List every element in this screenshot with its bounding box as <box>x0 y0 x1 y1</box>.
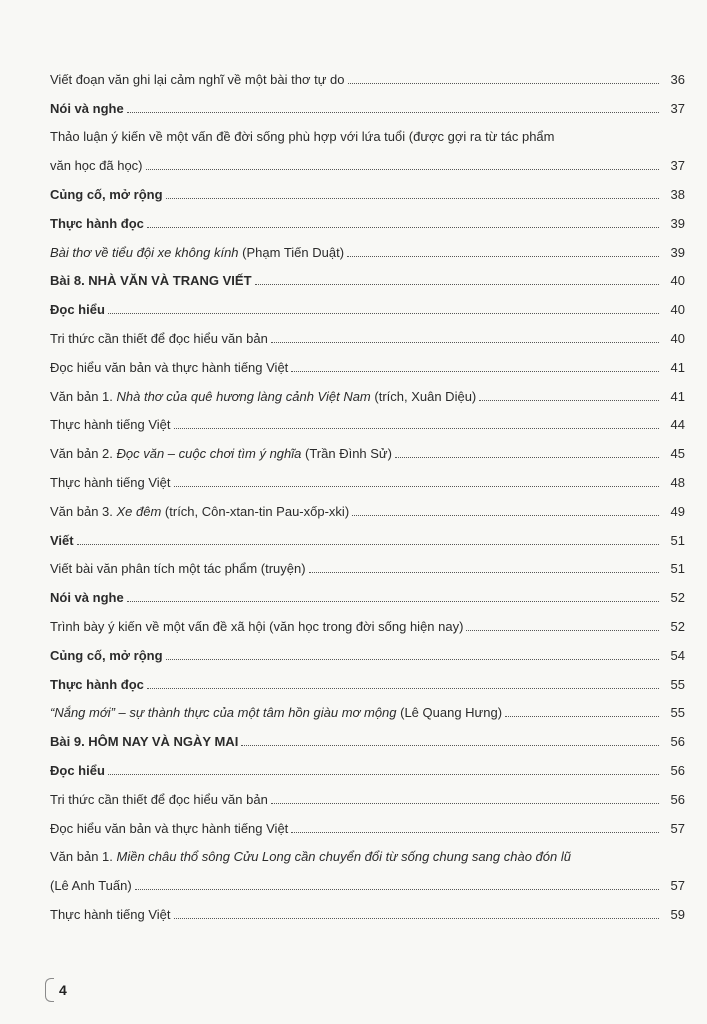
toc-entry-title <box>50 648 166 664</box>
toc-entry-text: Thực hành tiếng Việt <box>50 474 171 490</box>
toc-entry-text: Nói và nghe <box>50 590 124 606</box>
dot-leader <box>108 313 659 314</box>
toc-page-number: 59 <box>670 906 685 922</box>
dot-leader <box>77 544 659 545</box>
toc-entry <box>50 235 685 264</box>
dot-leader <box>479 400 659 401</box>
toc-entry-title <box>50 734 241 750</box>
toc-entry <box>50 292 685 321</box>
toc-entry-text: Tri thức cần thiết để đọc hiểu văn bản <box>50 791 268 807</box>
toc-entry-title <box>50 561 309 577</box>
toc-page-number: 40 <box>670 273 685 289</box>
toc-entry-title <box>50 763 108 779</box>
toc-entry <box>50 350 685 379</box>
toc-entry-title <box>50 302 108 318</box>
toc-entry-text: Tri thức cần thiết để đọc hiểu văn bản <box>50 330 268 346</box>
toc-page-number: 45 <box>670 446 685 462</box>
toc-entry-title <box>50 533 77 549</box>
toc-entry-text: (trích, Côn-xtan-tin Pau-xốp-xki) <box>161 503 350 519</box>
toc-entry <box>50 62 685 91</box>
toc-entry-title <box>50 849 574 865</box>
toc-entry-text: Trình bày ý kiến về một vấn đề xã hội (văn học trong đời sống hiện nay) <box>50 618 464 634</box>
toc-entry <box>50 206 685 235</box>
table-of-contents <box>50 62 685 926</box>
toc-page-number: 56 <box>670 791 685 807</box>
toc-entry-title <box>50 101 127 117</box>
toc-entry-text: văn học đã học) <box>50 158 143 174</box>
toc-entry-title <box>50 619 466 635</box>
toc-page-number: 57 <box>670 878 685 894</box>
toc-entry <box>50 667 685 696</box>
toc-entry-text: Đọc hiểu <box>50 302 105 318</box>
toc-entry-text: Củng cố, mở rộng <box>50 647 163 663</box>
toc-page-number: 52 <box>670 590 685 606</box>
dot-leader <box>146 169 659 170</box>
toc-entry <box>50 379 685 408</box>
dot-leader <box>127 601 659 602</box>
toc-entry-title <box>50 129 557 145</box>
dot-leader <box>395 457 659 458</box>
dot-leader <box>348 83 660 84</box>
toc-entry-text: Văn bản 1. <box>50 849 117 865</box>
dot-leader <box>147 227 659 228</box>
toc-entry-title <box>50 821 291 837</box>
toc-entry <box>50 494 685 523</box>
toc-entry-text: Đọc văn – cuộc chơi tìm ý nghĩa <box>116 446 302 462</box>
toc-entry-title <box>50 504 352 520</box>
toc-page-number: 55 <box>670 676 685 692</box>
toc-entry-title <box>50 216 147 232</box>
toc-entry-text: Xe đêm <box>116 503 162 519</box>
toc-entry <box>50 580 685 609</box>
dot-leader <box>291 832 659 833</box>
toc-entry-text: Nói và nghe <box>50 100 124 116</box>
toc-entry-text: Viết <box>50 532 74 548</box>
toc-page-number: 37 <box>670 100 685 116</box>
toc-entry-title <box>50 590 127 606</box>
toc-entry-text: Thực hành tiếng Việt <box>50 906 171 922</box>
toc-page-number: 40 <box>670 302 685 318</box>
toc-entry-title <box>50 158 146 174</box>
toc-entry <box>50 148 685 177</box>
toc-entry-text: Đọc hiểu văn bản và thực hành tiếng Việt <box>50 820 289 836</box>
toc-entry-title <box>50 792 271 808</box>
dot-leader <box>166 198 659 199</box>
toc-entry <box>50 811 685 840</box>
toc-entry-text: “Nắng mới” – sự thành thực của một tâm hồn giàu mơ mộng <box>50 705 397 721</box>
toc-entry-title <box>50 331 271 347</box>
toc-page-number: 52 <box>670 618 685 634</box>
toc-entry-text: Văn bản 1. <box>50 388 117 404</box>
page-number: 4 <box>59 982 67 998</box>
toc-entry-text: Thực hành đọc <box>50 215 144 231</box>
toc-page-number: 56 <box>670 762 685 778</box>
toc-entry-title <box>50 187 166 203</box>
toc-entry <box>50 552 685 581</box>
toc-entry <box>50 638 685 667</box>
dot-leader <box>108 774 659 775</box>
toc-entry-title <box>50 360 291 376</box>
toc-entry-title <box>50 389 479 405</box>
dot-leader <box>174 486 660 487</box>
toc-page-number: 51 <box>670 532 685 548</box>
dot-leader <box>166 659 659 660</box>
toc-entry-text: Bài 9. HÔM NAY VÀ NGÀY MAI <box>50 734 239 750</box>
toc-page-number: 39 <box>670 244 685 260</box>
toc-entry-title <box>50 475 174 491</box>
toc-entry-text: Bài 8. NHÀ VĂN VÀ TRANG VIẾT <box>50 273 252 289</box>
toc-entry <box>50 321 685 350</box>
toc-page-number: 56 <box>670 734 685 750</box>
dot-leader <box>352 515 659 516</box>
dot-leader <box>135 889 659 890</box>
toc-entry-text: Văn bản 2. <box>50 446 117 462</box>
dot-leader <box>255 284 659 285</box>
toc-page-number: 40 <box>670 330 685 346</box>
dot-leader <box>347 256 659 257</box>
dot-leader <box>271 342 659 343</box>
toc-entry-text: (Lê Quang Hưng) <box>396 705 503 721</box>
toc-entry-text: Viết đoạn văn ghi lại cảm nghĩ về một bài thơ tự do <box>50 71 345 87</box>
dot-leader <box>505 716 659 717</box>
toc-entry <box>50 120 685 149</box>
toc-page-number: 57 <box>670 820 685 836</box>
toc-page-number: 54 <box>670 647 685 663</box>
toc-page-number: 44 <box>670 417 685 433</box>
toc-entry-title <box>50 446 395 462</box>
toc-entry <box>50 177 685 206</box>
toc-entry-title <box>50 677 147 693</box>
toc-entry <box>50 609 685 638</box>
toc-page-number: 41 <box>670 388 685 404</box>
toc-entry <box>50 91 685 120</box>
toc-entry <box>50 465 685 494</box>
toc-entry-text: (Trần Đình Sử) <box>301 446 392 462</box>
page-number-bracket <box>45 978 54 1002</box>
toc-entry-text: Nhà thơ của quê hương làng cảnh Việt Nam <box>116 388 371 404</box>
toc-entry-text: Củng cố, mở rộng <box>50 186 163 202</box>
toc-page-number: 48 <box>670 474 685 490</box>
dot-leader <box>271 803 659 804</box>
toc-entry <box>50 868 685 897</box>
toc-entry <box>50 753 685 782</box>
toc-entry-text: Viết bài văn phân tích một tác phẩm (truyện) <box>50 561 306 577</box>
toc-entry-title <box>50 72 348 88</box>
toc-entry-title <box>50 907 174 923</box>
toc-page-number: 38 <box>670 186 685 202</box>
toc-entry-title <box>50 705 505 721</box>
toc-entry <box>50 408 685 437</box>
dot-leader <box>147 688 659 689</box>
dot-leader <box>291 371 659 372</box>
toc-entry <box>50 696 685 725</box>
toc-entry-text: Thực hành tiếng Việt <box>50 417 171 433</box>
dot-leader <box>127 112 659 113</box>
dot-leader <box>174 428 660 429</box>
toc-entry-title <box>50 878 135 894</box>
toc-entry-text: Bài thơ về tiểu đội xe không kính <box>50 244 239 260</box>
toc-entry-text: (Lê Anh Tuấn) <box>50 878 132 894</box>
toc-entry-text: Đọc hiểu văn bản và thực hành tiếng Việt <box>50 359 289 375</box>
dot-leader <box>466 630 659 631</box>
toc-page-number: 36 <box>670 71 685 87</box>
toc-page-number: 55 <box>670 705 685 721</box>
toc-page-number: 51 <box>670 561 685 577</box>
toc-entry <box>50 264 685 293</box>
toc-entry <box>50 724 685 753</box>
page-footer <box>45 978 67 1002</box>
toc-page-number: 41 <box>670 359 685 375</box>
dot-leader <box>174 918 660 919</box>
toc-entry-text: Thực hành đọc <box>50 676 144 692</box>
toc-entry <box>50 523 685 552</box>
toc-entry <box>50 782 685 811</box>
dot-leader <box>241 745 659 746</box>
toc-entry <box>50 436 685 465</box>
toc-entry <box>50 840 685 869</box>
toc-entry-title <box>50 273 255 289</box>
toc-entry-text: Văn bản 3. <box>50 503 117 519</box>
toc-page-number: 49 <box>670 503 685 519</box>
toc-entry-text: Thảo luận ý kiến về một vấn đề đời sống phù hợp với lứa tuổi (được gợi ra từ tác phẩm <box>50 129 555 145</box>
dot-leader <box>309 572 659 573</box>
toc-entry-text: (trích, Xuân Diệu) <box>370 388 477 404</box>
toc-page-number: 37 <box>670 158 685 174</box>
toc-entry-title <box>50 417 174 433</box>
toc-entry-text: (Phạm Tiến Duật) <box>238 244 345 260</box>
toc-entry-title <box>50 245 347 261</box>
toc-entry <box>50 897 685 926</box>
toc-page-number: 39 <box>670 215 685 231</box>
toc-entry-text: Miền châu thổ sông Cửu Long cần chuyển đổi từ sống chung sang chào đón lũ <box>116 849 571 865</box>
toc-entry-text: Đọc hiểu <box>50 762 105 778</box>
